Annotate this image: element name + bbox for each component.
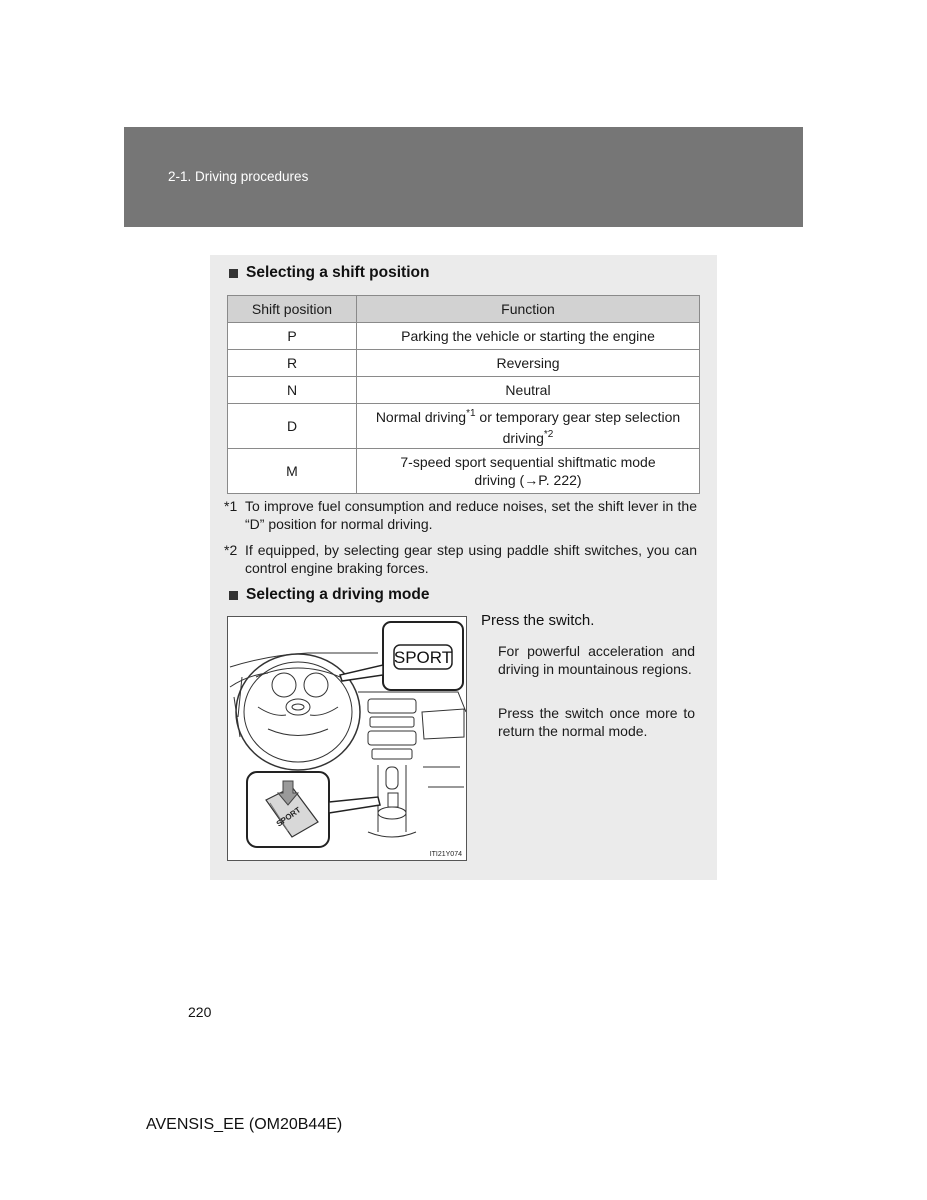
- table-cell-position: M: [228, 449, 357, 494]
- table-cell-position: N: [228, 377, 357, 404]
- footnote-mark-2: *2: [224, 542, 238, 558]
- page-number: 220: [188, 1004, 212, 1020]
- footnote-text-2: If equipped, by selecting gear step using paddle shift switches, you can control engine braking forces.: [245, 542, 697, 576]
- sport-button-label: SPORT: [274, 805, 303, 829]
- footnote-ref-1: *1: [466, 408, 476, 419]
- description-paragraph-2: Press the switch once more to return the normal mode.: [498, 705, 695, 739]
- table-cell-position: P: [228, 323, 357, 350]
- table-cell-function: Neutral: [357, 377, 700, 404]
- square-bullet-icon: [229, 269, 238, 278]
- section-title: 2-1. Driving procedures: [168, 169, 309, 184]
- shift-position-heading-text: Selecting a shift position: [246, 264, 430, 281]
- table-row: [228, 449, 700, 494]
- table-header-row: [228, 296, 700, 323]
- footnote-2: [224, 541, 697, 577]
- table-row: [228, 404, 700, 449]
- sport-switch-illustration: [227, 616, 467, 861]
- header-band: [124, 127, 803, 227]
- table-row: [228, 323, 700, 350]
- description-paragraph-1: For powerful acceleration and driving in mountainous regions.: [498, 643, 695, 677]
- footnote-mark-1: *1: [224, 498, 238, 514]
- table-cell-position: R: [228, 350, 357, 377]
- function-text-line2: driving (→P. 222): [474, 472, 582, 488]
- table-row: [228, 350, 700, 377]
- driving-mode-heading: [229, 586, 429, 604]
- function-text-line1: 7-speed sport sequential shiftmatic mode: [400, 454, 656, 470]
- press-switch-instruction: Press the switch.: [481, 612, 595, 629]
- table-header-shift-position: Shift position: [228, 296, 357, 323]
- table-cell-function: [357, 449, 700, 494]
- footnote-text-1: To improve fuel consumption and reduce noises, set the shift lever in the “D” position for normal driving.: [245, 498, 697, 532]
- table-cell-function: [357, 404, 700, 449]
- driving-mode-heading-text: Selecting a driving mode: [246, 586, 430, 603]
- manual-code: AVENSIS_EE (OM20B44E): [146, 1116, 343, 1133]
- shift-position-table: [227, 295, 700, 494]
- table-cell-function: Parking the vehicle or starting the engine: [357, 323, 700, 350]
- dashboard-drawing: [228, 617, 466, 860]
- sport-display-label: SPORT: [393, 648, 453, 667]
- footnote-1: [224, 497, 697, 533]
- footnote-ref-2: *2: [543, 429, 554, 440]
- table-cell-function: Reversing: [357, 350, 700, 377]
- function-text-part1: Normal driving: [375, 409, 467, 425]
- square-bullet-icon: [229, 591, 238, 600]
- function-text-part2: or temporary gear step selection driving: [475, 409, 681, 446]
- table-cell-position: D: [228, 404, 357, 449]
- illustration-code: ITI21Y074: [429, 851, 462, 858]
- table-row: [228, 377, 700, 404]
- table-header-function: Function: [357, 296, 700, 323]
- shift-position-heading: [229, 264, 429, 282]
